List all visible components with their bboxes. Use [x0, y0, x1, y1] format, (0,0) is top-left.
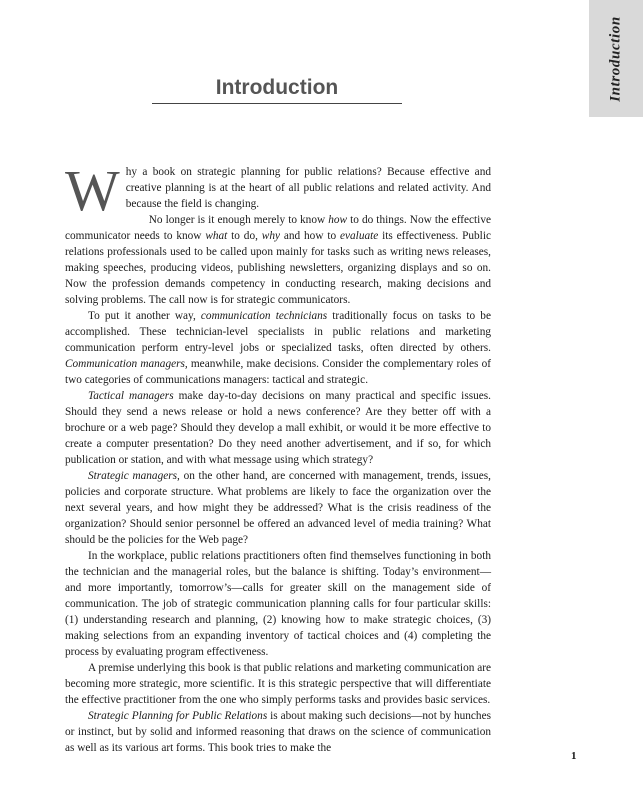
body-text	[65, 158, 491, 756]
page-number: 1	[571, 750, 577, 762]
thumb-tab-label: Introduction	[607, 15, 624, 102]
body-paragraph: Strategic managers, on the other hand, are concerned with management, trends, issues, policies and corporate structure. What problems are likely to face the organization over the next several years, and how might they be addressed? What is the crisis readiness of the organization? Should senior personnel be offered an advanced level of media training? What should be the policies for the Web page?	[65, 470, 491, 546]
title-rule	[152, 103, 402, 104]
body-paragraph: To put it another way, communication technicians traditionally focus on tasks to be accomplished. These technician-level specialists in public relations and marketing communication perform entry-level jobs or specialized tasks, often directed by others. Communication managers, meanwhile, make decisions. Consider the complementary roles of two categories of communications managers: tactical and strategic.	[65, 310, 491, 386]
body-paragraph: A premise underlying this book is that public relations and marketing communication are becoming more strategic, more scientific. It is this strategic perspective that will differentiate the effective practitioner from the one who simply performs tasks and provides basic services.	[65, 662, 491, 706]
body-paragraph: No longer is it enough merely to know how to do things. Now the effective communicator needs to know what to do, why and how to evaluate its effectiveness. Public relations professionals used to be called upon mainly for tasks such as writing news releases, making speeches, producing videos, publishing newsletters, organizing displays and so on. Now the profession demands competency in conducting research, making decisions and solving problems. The call now is for strategic communicators.	[65, 214, 491, 306]
body-paragraph: In the workplace, public relations practitioners often find themselves functioning in both the technician and the managerial roles, but the balance is shifting. Today’s environment—and more importantly, tomorrow’s—calls for greater skill on the management side of communication. The job of strategic communication planning calls for four particular skills: (1) understanding research and planning, (2) knowing how to make strategic choices, (3) making selections from an expanding inventory of tactical choices and (4) completing the process by evaluating program effectiveness.	[65, 550, 491, 658]
body-paragraph: Tactical managers make day-to-day decisions on many practical and specific issues. Should they send a news release or hold a news conference? Are they better off with a brochure or a web page? Should they develop a mall exhibit, or would it be more effective to create a computer presentation? Do they need another advertisement, and if so, for which publication or station, and with what message using which strategy?	[65, 390, 491, 466]
body-paragraph: Why a book on strategic planning for public relations? Because effective and creative planning is at the heart of all public relations and related activity. And because the field is changing.	[65, 158, 491, 223]
chapter-title: Introduction	[215, 76, 339, 99]
chapter-thumb-tab	[589, 0, 643, 117]
body-paragraph: Strategic Planning for Public Relations is about making such decisions—not by hunches or instinct, but by solid and informed reasoning that draws on the science of communication as well as its various art forms. This book tries to make the	[65, 710, 491, 754]
drop-cap: W	[65, 158, 120, 223]
